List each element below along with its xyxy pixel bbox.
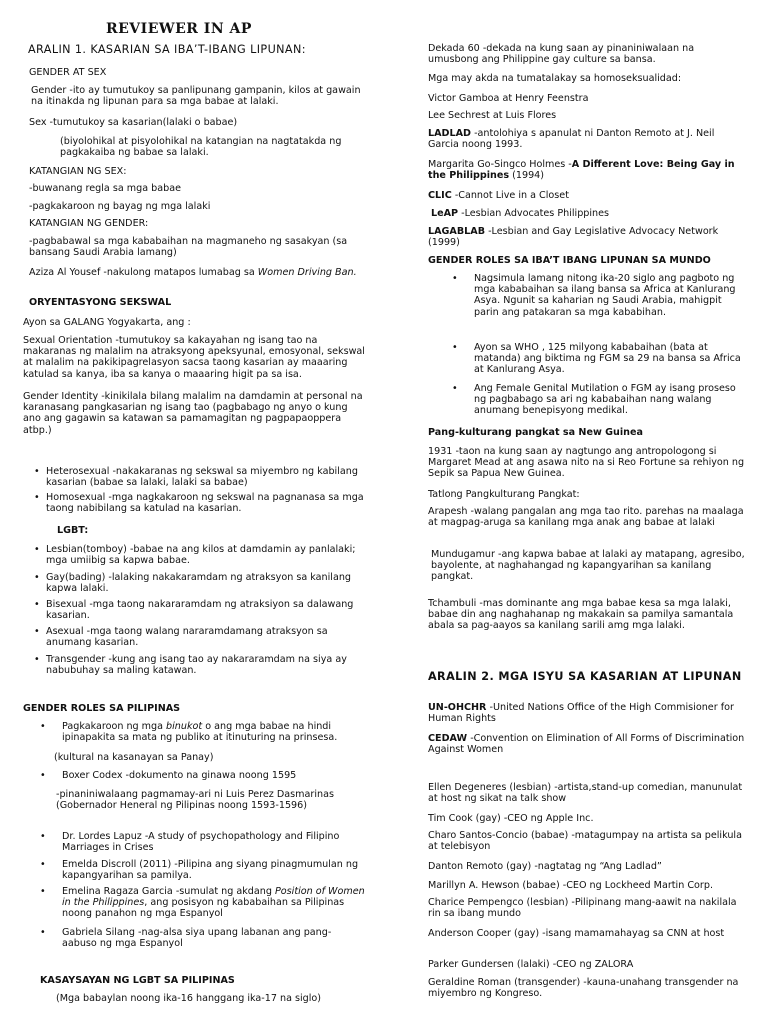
bisexual-item: • Bisexual -mga taong nakararamdam ng atraksiyon sa dalawang kasarian. — [26, 599, 365, 621]
gamboa-entry: Victor Gamboa at Henry Feenstra — [428, 93, 589, 104]
leap-entry: LeAP -Lesbian Advocates Philippines — [431, 208, 610, 219]
gender-roles-mundo-heading: GENDER ROLES SA IBA’T IBANG LIPUNAN SA MUNDO — [428, 255, 711, 266]
transgender-item: • Transgender -kung ang isang tao ay nakararamdam na siya ay nabubuhay sa maling katawan. — [26, 654, 365, 676]
gender-roles-pilipinas-heading: GENDER ROLES SA PILIPINAS — [23, 703, 181, 714]
silang-item: • Gabriela Silang -nag-alsa siya upang labanan ang pang-aabuso ng mga Espanyol — [20, 927, 365, 949]
oryentasyon-heading: ORYENTASYONG SEKSWAL — [29, 297, 172, 308]
heterosexual-item: • Heterosexual -nakakaranas ng sekswal sa miyembro ng kabilang kasarian (babae sa lalaki, lalaki sa babae) — [26, 466, 365, 488]
gender-definition: Gender -ito ay tumutukoy sa panlipunang gampanin, kilos at gawain na itinakda ng lipunan para sa mga babae at lalaki. — [31, 85, 361, 108]
panay-note: (kultural na kasanayan sa Panay) — [54, 752, 214, 763]
remoto-entry: Danton Remoto (gay) -nagtatag ng “Ang Ladlad” — [428, 861, 662, 872]
asexual-item: • Asexual -mga taong walang nararamdamang atraksyon sa anumang kasarian. — [26, 626, 365, 648]
binukot-item: • Pagkakaroon ng mga binukot o ang mga babae na hindi ipinapakita sa mata ng publiko at itinuturing na prinsesa. — [20, 721, 365, 743]
aralin-2-heading: ARALIN 2. MGA ISYU SA KASARIAN AT LIPUNAN — [428, 670, 742, 683]
pempengco-entry: Charice Pempengco (lesbian) -Pilipinang mang-aawit na nakilala rin sa ibang mundo — [428, 897, 737, 920]
cedaw-entry: CEDAW -Convention on Elimination of All Forms of Discrimination Against Women — [428, 733, 745, 756]
new-guinea-heading: Pang-kulturang pangkat sa New Guinea — [428, 427, 643, 438]
lesbian-item: • Lesbian(tomboy) -babae na ang kilos at damdamin ay panlalaki; mga umiibig sa kapwa babae. — [26, 544, 365, 566]
sechrest-entry: Lee Sechrest at Luis Flores — [428, 110, 557, 121]
bullet-fgm: • Ang Female Genital Mutilation o FGM ay isang proseso ng pagbabago sa ari ng kababaihan nang walang anumang benepisyong medikal. — [432, 383, 746, 417]
arapesh-entry: Arapesh -walang pangalan ang mga tao rito. parehas na maalaga at magpag-aruga sa kanilang mga anak ang babae at lalaki — [428, 506, 744, 529]
mead-entry: 1931 -taon na kung saan ay nagtungo ang antropologong si Margaret Mead at ang asawa nito na si Reo Fortune sa rehiyon ng Sepik sa Papua New Guinea. — [428, 446, 745, 480]
clic-entry: CLIC -Cannot Live in a Closet — [428, 190, 569, 201]
mga-akda-heading: Mga may akda na tumatalakay sa homoseksualidad: — [428, 73, 682, 84]
babaylan-note: (Mga babaylan noong ika-16 hanggang ika-17 na siglo) — [56, 993, 322, 1004]
charo-entry: Charo Santos-Concio (babae) -matagumpay na artista sa pelikula at telebisyon — [428, 830, 742, 853]
lapuz-item: • Dr. Lordes Lapuz -A study of psychopathology and Filipino Marriages in Crises — [20, 831, 365, 853]
sex-trait-2: -pagkakaroon ng bayag ng mga lalaki — [29, 201, 211, 212]
sex-definition: Sex -tumutukoy sa kasarian(lalaki o babae) — [29, 117, 238, 128]
un-ohchr-entry: UN-OHCHR -United Nations Office of the High Commisioner for Human Rights — [428, 702, 734, 725]
boxer-codex-detail: -pinaniniwalaang pagmamay-ari ni Luis Perez Dasmarinas (Gobernador Heneral ng Pilipinas noong 1593-1596) — [56, 789, 334, 812]
tchambuli-entry: Tchambuli -mas dominante ang mga babae kesa sa mga lalaki, babae din ang naghahanap ng makakain sa pamilya samantala abala sa pag-aayos sa kanilang sarili amg mga lalaki. — [428, 598, 734, 632]
bullet-pagboto: • Nagsimula lamang nitong ika-20 siglo ang pagboto ng mga kababaihan sa ilang bansa sa Africa at Kanlurang Asya. Ngunit sa kaharian ng Saudi Arabia, mahigpit parin ang patakaran sa mga kababihan. — [432, 273, 746, 318]
lagablab-entry: LAGABLAB -Lesbian and Gay Legislative Advocacy Network (1999) — [428, 226, 719, 249]
tatlong-pangkat-heading: Tatlong Pangkulturang Pangkat: — [428, 489, 580, 500]
lgbt-heading: LGBT: — [57, 525, 89, 536]
dekada-60-entry: Dekada 60 -dekada na kung saan ay pinaniniwalaan na umusbong ang Philippine gay culture sa bansa. — [428, 43, 695, 66]
mundugumur-entry: Mundugamur -ang kapwa babae at lalaki ay matapang, agresibo, bayolente, at naghahangad ng kapangyarihan sa kanilang pangkat. — [431, 549, 745, 583]
ellen-entry: Ellen Degeneres (lesbian) -artista,stand-up comedian, manunulat at host ng sikat na talk show — [428, 782, 743, 805]
page-title: REVIEWER IN AP — [106, 21, 252, 37]
roman-entry: Geraldine Roman (transgender) -kauna-unahang transgender na miyembro ng Kongreso. — [428, 977, 739, 1000]
homosexual-item: • Homosexual -mga nagkakaroon ng sekswal na pagnanasa sa mga taong nabibilang sa katulad na kasarian. — [26, 492, 365, 514]
gender-at-sex-heading: GENDER AT SEX — [29, 67, 107, 78]
hewson-entry: Marillyn A. Hewson (babae) -CEO ng Lockheed Martin Corp. — [428, 880, 713, 891]
katangian-sex-heading: KATANGIAN NG SEX: — [29, 166, 127, 177]
gay-item: • Gay(bading) -lalaking nakakaramdam ng atraksyon sa kanilang kapwa lalaki. — [26, 572, 365, 594]
ladlad-entry: LADLAD -antolohiya s apanulat ni Danton Remoto at J. Neil Garcia noong 1993. — [428, 128, 715, 151]
aziza-entry: Aziza Al Yousef -nakulong matapos lumabag sa Women Driving Ban. — [29, 267, 357, 278]
cooper-entry: Anderson Cooper (gay) -isang mamamahayag sa CNN at host — [428, 928, 725, 939]
gender-identity-definition: Gender Identity -kinikilala bilang malalim na damdamin at personal na karanasang pangkasarian ng isang tao (pagbabago ng anyo o kung ano ang gagawin sa katawan sa pamamagitan ng pagpapaoppera atbp.) — [23, 391, 363, 436]
gender-trait-1: -pagbabawal sa mga kababaihan na magmaneho ng sasakyan (sa bansang Saudi Arabia lamang) — [29, 236, 348, 259]
garcia-item: • Emelina Ragaza Garcia -sumulat ng akdang Position of Women in the Philippines, ang posisyon ng kababaihan sa Pilipinas noong panahon ng mga Espanyol — [20, 886, 365, 920]
bullet-who: • Ayon sa WHO , 125 milyong kababaihan (bata at matanda) ang biktima ng FGM sa 29 na bansa sa Africa at Kanlurang Asya. — [432, 342, 746, 376]
katangian-gender-heading: KATANGIAN NG GENDER: — [29, 218, 149, 229]
holmes-entry: Margarita Go-Singco Holmes -A Different Love: Being Gay in the Philippines (1994) — [428, 159, 735, 182]
discroll-item: • Emelda Discroll (2011) -Pilipina ang siyang pinagmumulan ng kapangyarihan sa pamilya. — [20, 859, 365, 881]
sex-trait-1: -buwanang regla sa mga babae — [29, 183, 181, 194]
sex-definition-detail: (biyolohikal at pisyolohikal na katangian na nagtatakda ng pagkakaiba ng babae sa lalaki. — [60, 136, 342, 159]
kasaysayan-lgbt-heading: KASAYSAYAN NG LGBT SA PILIPINAS — [40, 975, 235, 986]
gundersen-entry: Parker Gundersen (lalaki) -CEO ng ZALORA — [428, 959, 634, 970]
aralin-1-heading: ARALIN 1. KASARIAN SA IBA’T-IBANG LIPUNAN: — [28, 43, 306, 56]
cook-entry: Tim Cook (gay) -CEO ng Apple Inc. — [428, 813, 594, 824]
ayon-galang: Ayon sa GALANG Yogyakarta, ang : — [23, 317, 191, 328]
boxer-codex-item: • Boxer Codex -dokumento na ginawa noong 1595 — [20, 770, 365, 781]
sexual-orientation-definition: Sexual Orientation -tumutukoy sa kakayahan ng isang tao na makaranas ng malalim na atraksyong apeksyunal, emosyonal, sekswal at malalim na pakikipagrelasyon sacsa taong kasarian ay maaaring katulad sa kanya, iba sa kanya o maaaring higit pa sa isa. — [23, 335, 365, 380]
